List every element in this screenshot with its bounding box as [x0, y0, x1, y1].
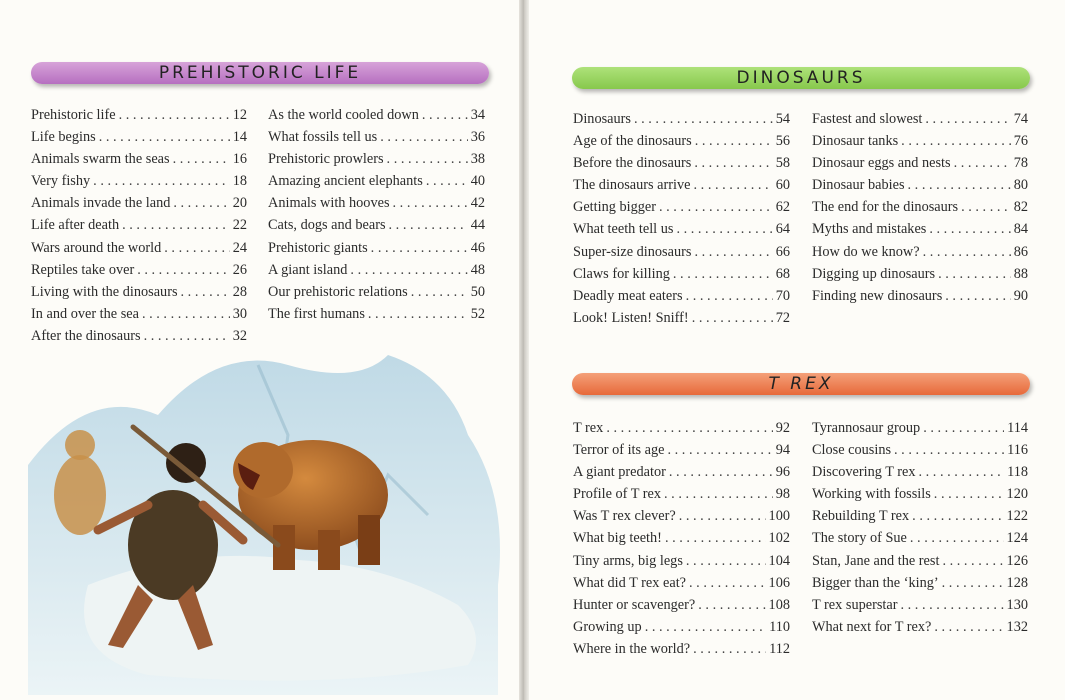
page-number: 72: [775, 309, 790, 326]
entry-title: Claws for killing: [573, 265, 670, 282]
page-number: 130: [1006, 596, 1028, 613]
dot-leader: [942, 550, 1003, 572]
contents-entry: [31, 170, 247, 192]
entry-title: Dinosaur babies: [812, 177, 905, 194]
entry-title: Close cousins: [812, 442, 892, 459]
entry-title: Fastest and slowest: [812, 111, 923, 127]
dot-leader: [934, 616, 1003, 638]
contents-entry: [812, 616, 1028, 638]
dot-leader: [689, 572, 766, 594]
dinosaurs-contents-column-1: [573, 108, 790, 329]
contents-entry: [573, 638, 790, 660]
contents-entry: [573, 152, 790, 174]
entry-title: Dinosaur eggs and nests: [812, 155, 951, 172]
dot-leader: [668, 439, 773, 461]
entry-title: T rex: [573, 420, 604, 436]
dot-leader: [164, 237, 229, 259]
contents-entry: [268, 192, 485, 214]
dot-leader: [606, 417, 772, 439]
contents-entry: [812, 241, 1028, 263]
page-number: 96: [775, 464, 790, 481]
entry-title: In and over the sea: [31, 305, 139, 322]
page-number: 28: [232, 283, 247, 300]
contents-entry: [812, 285, 1028, 307]
dot-leader: [380, 126, 468, 148]
entry-title: Finding new dinosaurs: [812, 287, 943, 304]
contents-entry: [573, 263, 790, 285]
dot-leader: [389, 214, 468, 236]
dot-leader: [908, 174, 1011, 196]
contents-entry: [812, 174, 1028, 196]
page-number: 18: [232, 173, 247, 190]
dot-leader: [119, 104, 230, 126]
page-number: 122: [1006, 508, 1028, 525]
contents-entry: [573, 483, 790, 505]
dot-leader: [919, 461, 1005, 483]
page-number: 12: [232, 107, 247, 123]
contents-entry: [31, 259, 247, 281]
contents-entry: [573, 130, 790, 152]
page-number: 50: [470, 283, 485, 300]
contents-entry: [573, 307, 790, 329]
dot-leader: [695, 130, 773, 152]
dot-leader: [142, 303, 230, 325]
dot-leader: [669, 461, 773, 483]
entry-title: What teeth tell us: [573, 221, 674, 238]
dinosaurs-heading: DINOSAURS: [572, 67, 1030, 89]
page-number: 66: [775, 243, 790, 260]
entry-title: Deadly meat eaters: [573, 287, 683, 304]
contents-entry: [573, 174, 790, 196]
contents-entry: [812, 263, 1028, 285]
entry-title: The first humans: [268, 305, 365, 322]
entry-title: Terror of its age: [573, 442, 665, 459]
entry-title: What fossils tell us: [268, 129, 378, 146]
contents-entry: [573, 241, 790, 263]
page-number: 126: [1006, 552, 1028, 569]
dot-leader: [99, 126, 230, 148]
entry-title: Myths and mistakes: [812, 221, 927, 238]
contents-entry: [812, 417, 1028, 439]
entry-title: Animals with hooves: [268, 195, 390, 212]
page-number: 34: [470, 107, 485, 123]
contents-entry: [268, 170, 485, 192]
dot-leader: [676, 218, 772, 240]
contents-entry: [268, 214, 485, 236]
dot-leader: [664, 483, 773, 505]
contents-entry: [573, 285, 790, 307]
dot-leader: [645, 616, 766, 638]
contents-entry: [573, 572, 790, 594]
page-number: 74: [1013, 111, 1028, 127]
entry-title: Living with the dinosaurs: [31, 283, 178, 300]
entry-title: T rex superstar: [812, 596, 898, 613]
page-number: 124: [1006, 530, 1028, 547]
dot-leader: [954, 152, 1011, 174]
dot-leader: [901, 594, 1004, 616]
page-number: 36: [470, 129, 485, 146]
entry-title: What next for T rex?: [812, 618, 932, 635]
entry-title: Prehistoric prowlers: [268, 151, 384, 168]
entry-title: Working with fossils: [812, 486, 931, 503]
contents-entry: [573, 417, 790, 439]
page-number: 62: [775, 199, 790, 216]
dot-leader: [387, 148, 468, 170]
page-number: 116: [1007, 442, 1028, 459]
page-number: 16: [232, 151, 247, 168]
page-number: 48: [470, 261, 485, 278]
entry-title: Hunter or scavenger?: [573, 596, 696, 613]
contents-entry: [31, 104, 247, 126]
contents-entry: [812, 130, 1028, 152]
entry-title: A giant island: [268, 261, 348, 278]
dot-leader: [686, 285, 773, 307]
contents-entry: [812, 108, 1028, 130]
contents-entry: [573, 550, 790, 572]
contents-entry: [268, 104, 485, 126]
dot-leader: [665, 527, 766, 549]
page-number: 14: [232, 129, 247, 146]
page-number: 56: [775, 133, 790, 150]
page-number: 40: [470, 173, 485, 190]
entry-title: Super-size dinosaurs: [573, 243, 692, 260]
dot-leader: [393, 192, 468, 214]
contents-entry: [812, 461, 1028, 483]
t-rex-contents-column-1: [573, 417, 790, 660]
contents-entry: [268, 237, 485, 259]
dot-leader: [923, 417, 1004, 439]
contents-entry: [573, 108, 790, 130]
page-number: 128: [1006, 574, 1028, 591]
page-number: 90: [1013, 287, 1028, 304]
page-number: 38: [470, 151, 485, 168]
page-number: 110: [769, 618, 790, 635]
page-number: 106: [768, 574, 790, 591]
entry-title: Rebuilding T rex: [812, 508, 910, 525]
page-number: 114: [1007, 420, 1028, 436]
entry-title: After the dinosaurs: [31, 327, 141, 344]
contents-entry: [573, 594, 790, 616]
dot-leader: [938, 263, 1011, 285]
entry-title: Life begins: [31, 129, 96, 146]
entry-title: Cats, dogs and bears: [268, 217, 386, 234]
page-number: 108: [768, 596, 790, 613]
page-number: 70: [775, 287, 790, 304]
contents-entry: [573, 439, 790, 461]
contents-entry: [268, 148, 485, 170]
contents-entry: [812, 196, 1028, 218]
prehistoric-contents-column-2: [268, 104, 485, 325]
page-number: 102: [768, 530, 790, 547]
dot-leader: [93, 170, 230, 192]
entry-title: Age of the dinosaurs: [573, 133, 692, 150]
page-number: 112: [769, 640, 790, 657]
dot-leader: [923, 241, 1011, 263]
page-number: 68: [775, 265, 790, 282]
entry-title: Before the dinosaurs: [573, 155, 692, 172]
contents-entry: [812, 572, 1028, 594]
entry-title: Dinosaur tanks: [812, 133, 899, 150]
dot-leader: [173, 192, 229, 214]
contents-entry: [268, 303, 485, 325]
contents-entry: [31, 303, 247, 325]
entry-title: Amazing ancient elephants: [268, 173, 423, 190]
contents-entry: [573, 218, 790, 240]
entry-title: Tiny arms, big legs: [573, 552, 683, 569]
page-number: 84: [1013, 221, 1028, 238]
page-number: 42: [470, 195, 485, 212]
page-number: 86: [1013, 243, 1028, 260]
page-number: 58: [775, 155, 790, 172]
contents-entry: [31, 148, 247, 170]
entry-title: Bigger than the ‘king’: [812, 574, 939, 591]
entry-title: A giant predator: [573, 464, 666, 481]
entry-title: The story of Sue: [812, 530, 907, 547]
page-number: 52: [470, 305, 485, 322]
dot-leader: [122, 214, 230, 236]
dot-leader: [912, 505, 1003, 527]
entry-title: Animals invade the land: [31, 195, 171, 212]
page-number: 32: [232, 327, 247, 344]
contents-entry: [812, 594, 1028, 616]
entry-title: Stan, Jane and the rest: [812, 552, 940, 569]
page-number: 104: [768, 552, 790, 569]
entry-title: Reptiles take over: [31, 261, 135, 278]
page-number: 60: [775, 177, 790, 194]
page-number: 92: [775, 420, 790, 436]
dot-leader: [961, 196, 1011, 218]
entry-title: Getting bigger: [573, 199, 656, 216]
contents-entry: [812, 218, 1028, 240]
page-number: 100: [768, 508, 790, 525]
dot-leader: [673, 263, 773, 285]
page-number: 24: [232, 239, 247, 256]
dot-leader: [368, 303, 468, 325]
page-number: 46: [470, 239, 485, 256]
contents-entry: [31, 214, 247, 236]
page-number: 132: [1006, 618, 1028, 635]
entry-title: Very fishy: [31, 173, 91, 190]
page-number: 94: [775, 442, 790, 459]
page-number: 76: [1013, 133, 1028, 150]
caveman-fighting-bear-illustration: [28, 345, 508, 695]
dot-leader: [894, 439, 1004, 461]
page-number: 54: [775, 111, 790, 127]
contents-entry: [812, 550, 1028, 572]
contents-entry: [812, 439, 1028, 461]
dot-leader: [945, 285, 1010, 307]
contents-entry: [31, 237, 247, 259]
dot-leader: [692, 307, 773, 329]
dot-leader: [901, 130, 1011, 152]
entry-title: What big teeth!: [573, 530, 662, 547]
entry-title: Dinosaurs: [573, 111, 631, 127]
t-rex-heading: T REX: [572, 373, 1030, 395]
dot-leader: [693, 638, 766, 660]
book-gutter: [519, 0, 529, 700]
dot-leader: [694, 174, 773, 196]
contents-entry: [812, 505, 1028, 527]
dot-leader: [910, 527, 1004, 549]
page-number: 78: [1013, 155, 1028, 172]
entry-title: Where in the world?: [573, 640, 691, 657]
dot-leader: [634, 108, 773, 130]
entry-title: Was T rex clever?: [573, 508, 676, 525]
entry-title: Our prehistoric relations: [268, 283, 408, 300]
page-number: 98: [775, 486, 790, 503]
page-number: 26: [232, 261, 247, 278]
entry-title: The end for the dinosaurs: [812, 199, 959, 216]
dot-leader: [350, 259, 467, 281]
contents-entry: [268, 281, 485, 303]
prehistoric-contents-column-1: [31, 104, 247, 347]
page-number: 118: [1007, 464, 1028, 481]
dot-leader: [137, 259, 229, 281]
dot-leader: [173, 148, 230, 170]
dot-leader: [679, 505, 766, 527]
contents-entry: [812, 152, 1028, 174]
dot-leader: [934, 483, 1004, 505]
contents-entry: [31, 192, 247, 214]
page-number: 80: [1013, 177, 1028, 194]
contents-entry: [812, 483, 1028, 505]
entry-title: Discovering T rex: [812, 464, 916, 481]
contents-entry: [31, 281, 247, 303]
dot-leader: [929, 218, 1010, 240]
contents-entry: [573, 461, 790, 483]
entry-title: Animals swarm the seas: [31, 151, 170, 168]
dot-leader: [686, 550, 766, 572]
dot-leader: [659, 196, 773, 218]
dot-leader: [698, 594, 765, 616]
dot-leader: [411, 281, 468, 303]
entry-title: Life after death: [31, 217, 120, 234]
prehistoric-life-heading: PREHISTORIC LIFE: [31, 62, 489, 84]
page-number: 22: [232, 217, 247, 234]
entry-title: What did T rex eat?: [573, 574, 687, 591]
contents-entry: [268, 259, 485, 281]
page-number: 20: [232, 195, 247, 212]
dot-leader: [426, 170, 468, 192]
entry-title: Growing up: [573, 618, 642, 635]
entry-title: Prehistoric life: [31, 107, 116, 123]
page-number: 64: [775, 221, 790, 238]
contents-entry: [812, 527, 1028, 549]
t-rex-contents-column-2: [812, 417, 1028, 638]
entry-title: Tyrannosaur group: [812, 420, 921, 436]
entry-title: Wars around the world: [31, 239, 162, 256]
dot-leader: [371, 237, 468, 259]
dot-leader: [694, 152, 772, 174]
contents-entry: [268, 126, 485, 148]
dot-leader: [925, 108, 1010, 130]
contents-entry: [573, 505, 790, 527]
entry-title: How do we know?: [812, 243, 920, 260]
page-number: 44: [470, 217, 485, 234]
entry-title: Look! Listen! Sniff!: [573, 309, 689, 326]
dot-leader: [694, 241, 772, 263]
contents-entry: [573, 616, 790, 638]
dot-leader: [422, 104, 468, 126]
contents-entry: [31, 325, 247, 347]
page-number: 82: [1013, 199, 1028, 216]
dot-leader: [942, 572, 1004, 594]
entry-title: Prehistoric giants: [268, 239, 368, 256]
entry-title: Digging up dinosaurs: [812, 265, 936, 282]
entry-title: Profile of T rex: [573, 486, 662, 503]
contents-entry: [573, 527, 790, 549]
page-number: 30: [232, 305, 247, 322]
contents-entry: [31, 126, 247, 148]
page-number: 120: [1006, 486, 1028, 503]
contents-entry: [573, 196, 790, 218]
entry-title: As the world cooled down: [268, 107, 419, 123]
entry-title: The dinosaurs arrive: [573, 177, 691, 194]
dot-leader: [181, 281, 230, 303]
dot-leader: [144, 325, 230, 347]
dinosaurs-contents-column-2: [812, 108, 1028, 307]
page-number: 88: [1013, 265, 1028, 282]
